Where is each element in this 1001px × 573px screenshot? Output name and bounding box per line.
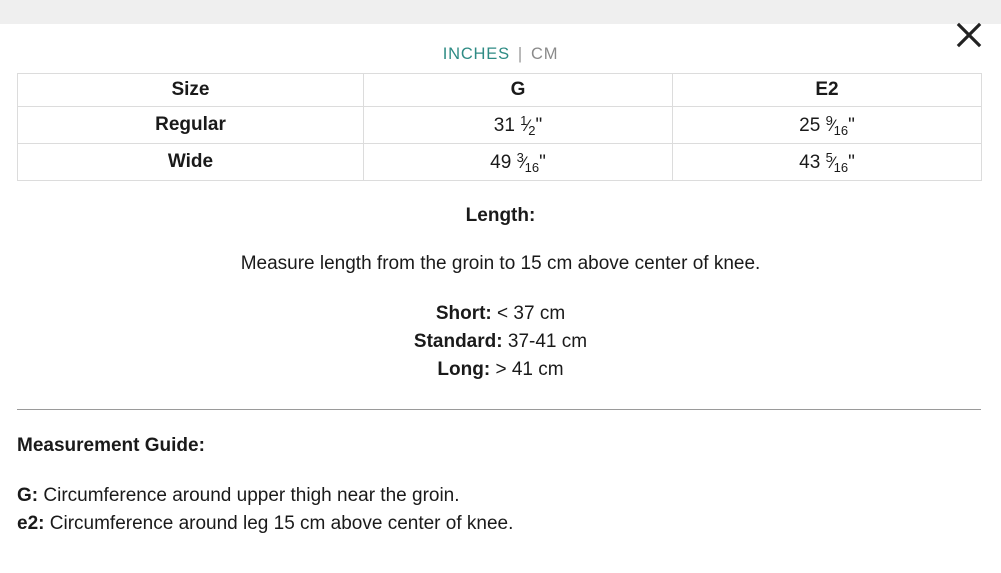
length-item-short xyxy=(0,300,1001,328)
length-item-standard xyxy=(0,328,1001,356)
guide-e2-label: e2: xyxy=(17,513,45,534)
length-item-long xyxy=(0,356,1001,384)
unit-inches-tab[interactable]: INCHES xyxy=(442,45,510,63)
header-e2: E2 xyxy=(673,74,982,107)
wide-e2-den: 16 xyxy=(833,159,849,175)
cell-regular-e2: 25 $^9⁄_{16}$" xyxy=(673,107,982,144)
guide-g-text: Circumference around upper thigh near the groin. xyxy=(38,485,460,506)
regular-g-den: 2 xyxy=(528,122,536,138)
regular-e2-unit: " xyxy=(848,114,855,136)
length-title: Length: xyxy=(465,205,536,226)
length-long-label: Long: xyxy=(437,359,491,380)
row-label-wide: Wide xyxy=(18,144,364,181)
guide-item-g xyxy=(17,482,513,510)
unit-toggle xyxy=(0,45,1001,64)
size-table xyxy=(17,73,982,181)
cell-wide-g: 49 $^3⁄_{16}$" xyxy=(364,144,673,181)
wide-e2-unit: " xyxy=(848,151,855,173)
guide-e2-text: Circumference around leg 15 cm above center of knee. xyxy=(44,513,514,534)
length-list xyxy=(0,300,1001,384)
header-g: G xyxy=(364,74,673,107)
regular-e2-whole: 25 xyxy=(799,114,821,136)
section-divider xyxy=(17,409,981,410)
wide-g-den: 16 xyxy=(524,159,540,175)
row-label-regular: Regular xyxy=(18,107,364,144)
wide-g-whole: 49 xyxy=(490,151,512,173)
wide-g-num: 3 xyxy=(516,149,524,165)
unit-separator: | xyxy=(517,45,523,63)
wide-e2-num: 5 xyxy=(825,149,833,165)
wide-e2-whole: 43 xyxy=(799,151,821,173)
regular-e2-num: 9 xyxy=(825,112,833,128)
wide-g-unit: " xyxy=(539,151,546,173)
table-header-row xyxy=(18,74,982,107)
length-long-value: > 41 cm xyxy=(490,359,564,380)
length-short-label: Short: xyxy=(435,303,492,324)
guide-item-e2 xyxy=(17,510,513,538)
regular-g-whole: 31 xyxy=(493,114,515,136)
modal-top-band xyxy=(0,0,1001,24)
length-short-value: < 37 cm xyxy=(491,303,566,324)
measurement-guide-list xyxy=(17,482,513,538)
cell-regular-g: 31 $^1⁄_2$" xyxy=(364,107,673,144)
table-row-wide xyxy=(18,144,982,181)
regular-g-unit: " xyxy=(535,114,543,136)
unit-cm-tab[interactable]: CM xyxy=(530,45,559,63)
length-standard-value: 37-41 cm xyxy=(502,331,588,352)
measurement-guide-title: Measurement Guide: xyxy=(17,435,205,456)
cell-wide-e2: 43 $^5⁄_{16}$" xyxy=(673,144,982,181)
regular-g-num: 1 xyxy=(520,112,528,128)
table-row-regular xyxy=(18,107,982,144)
regular-e2-den: 16 xyxy=(833,122,849,138)
length-standard-label: Standard: xyxy=(413,331,503,352)
length-description: Measure length from the groin to 15 cm above center of knee. xyxy=(240,253,761,274)
guide-g-label: G: xyxy=(17,485,39,506)
header-size: Size xyxy=(18,74,364,107)
